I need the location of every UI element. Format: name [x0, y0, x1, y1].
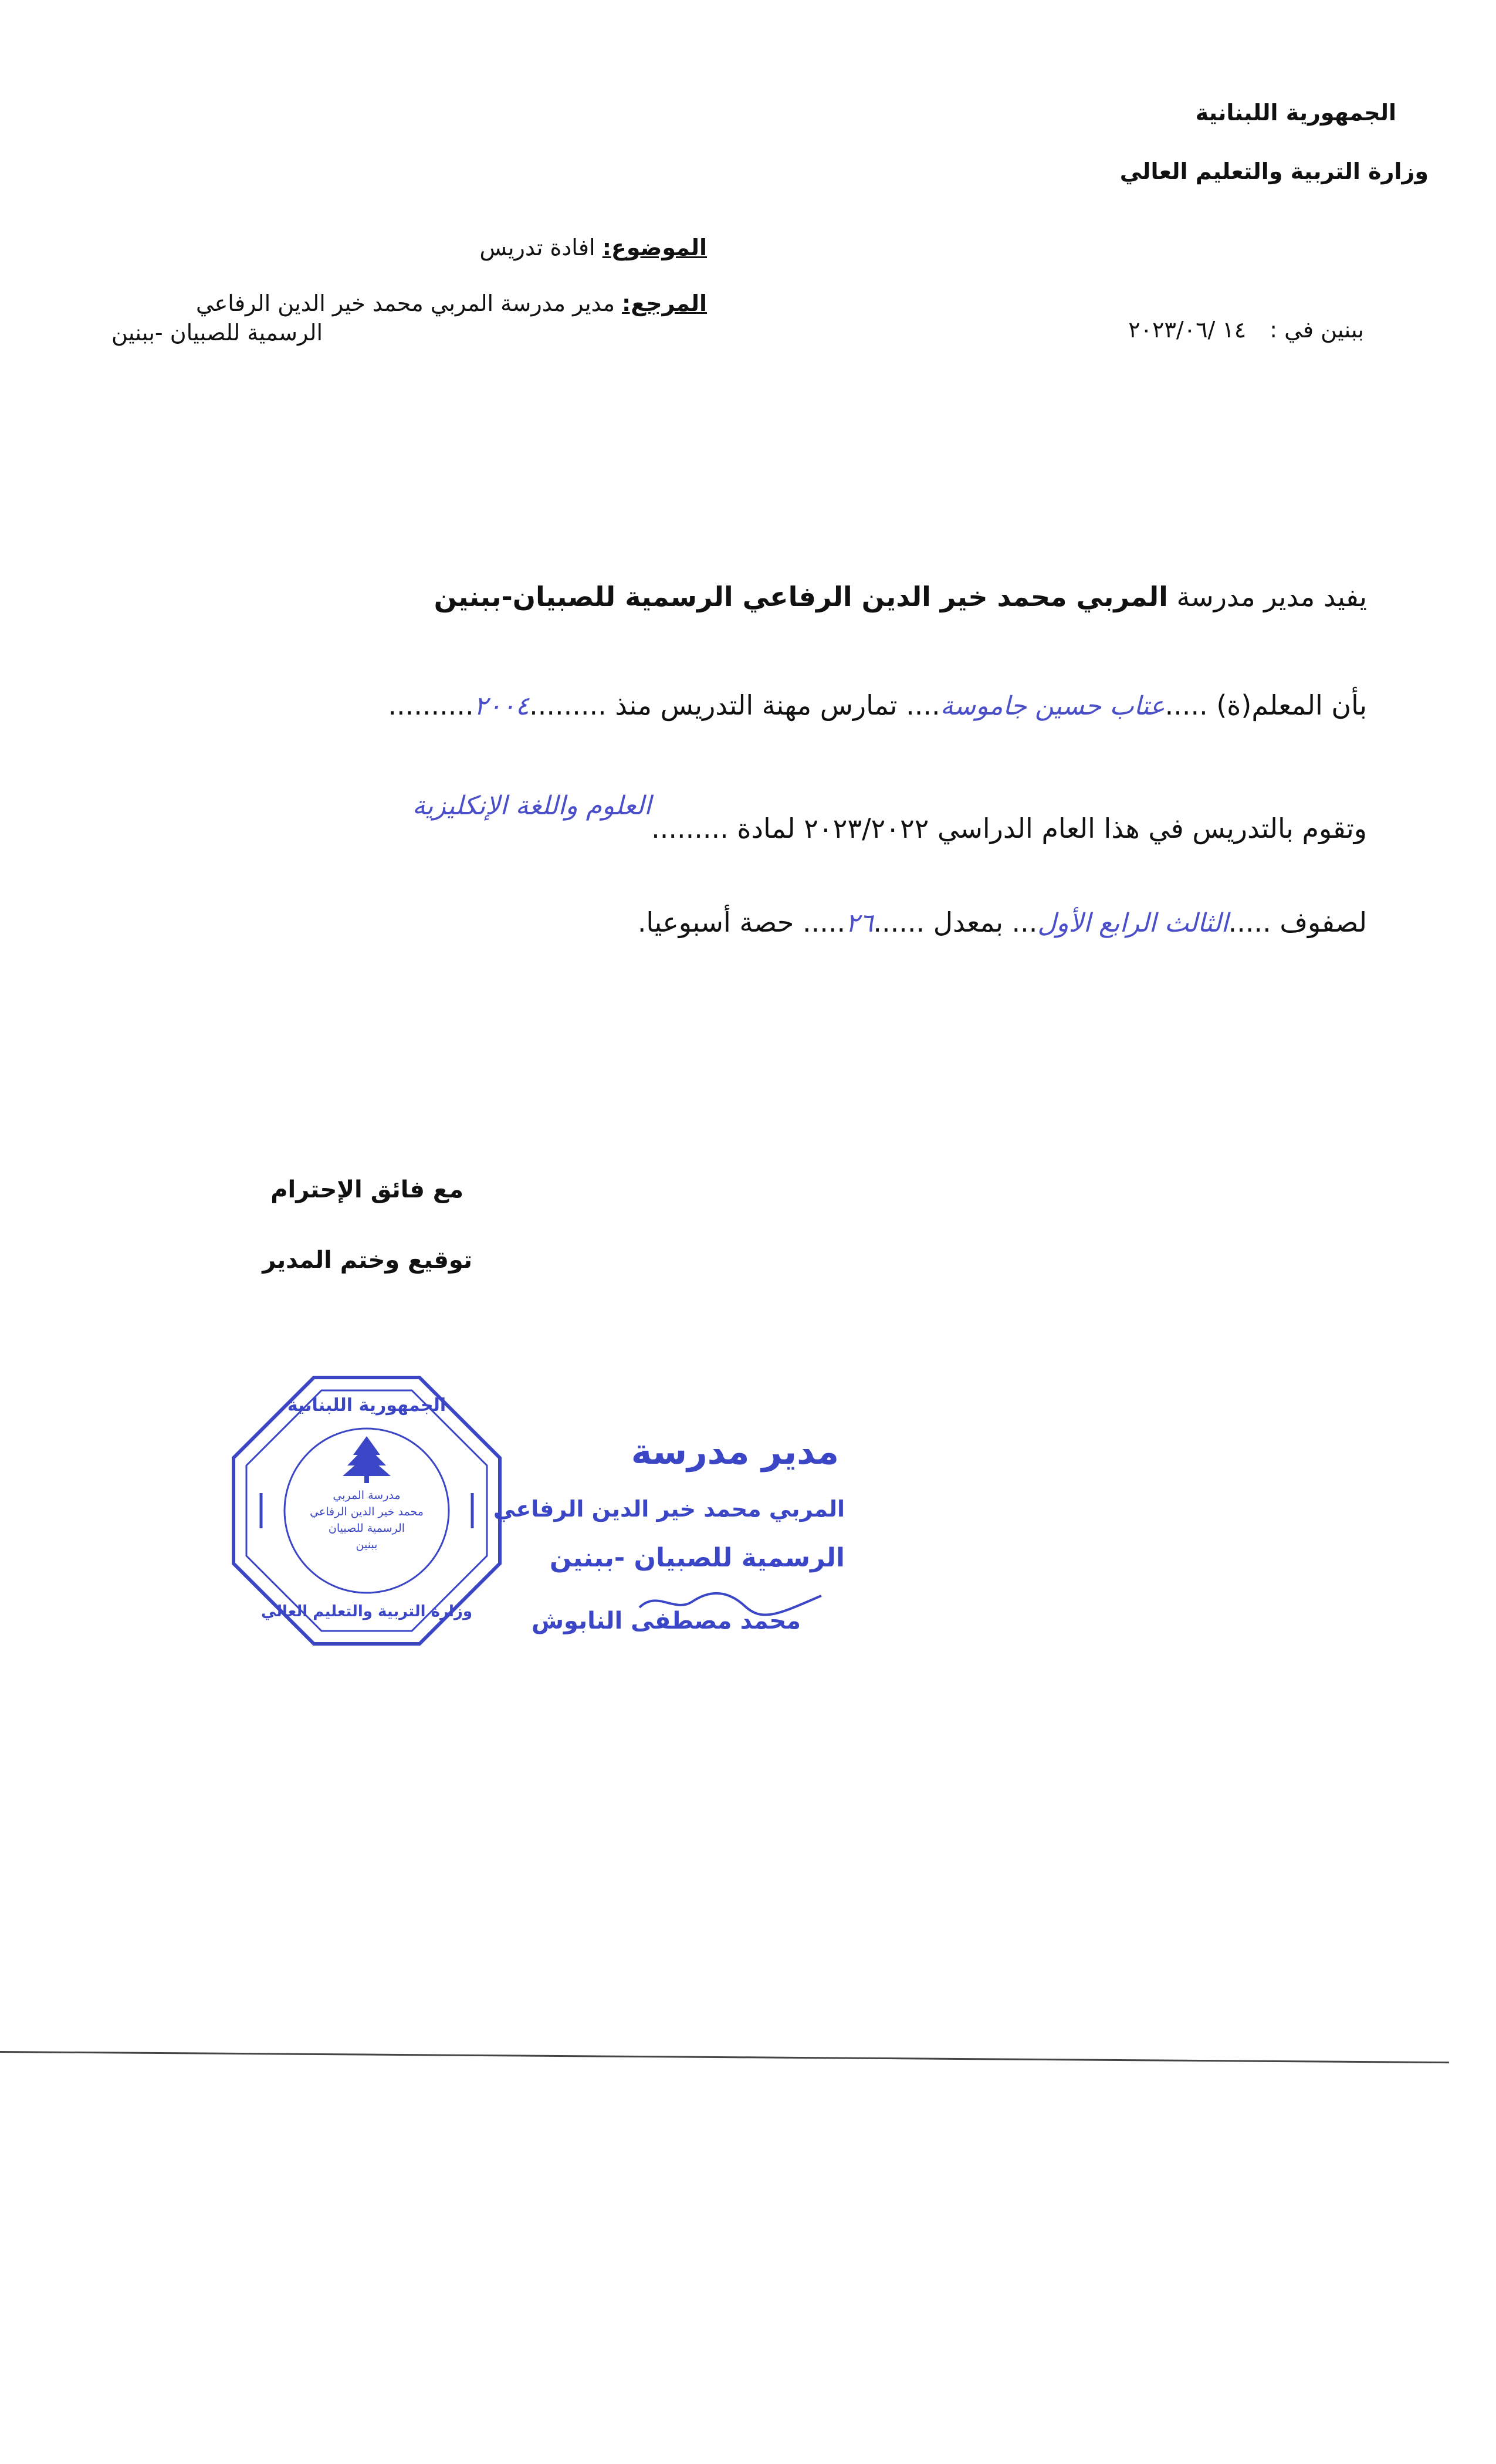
school-name: المربي محمد خير الدين الرفاعي الرسمية للصبيان-ببنين: [434, 581, 1168, 612]
body-line-3: [412, 791, 1367, 844]
grades: الثالث الرابع الأول: [1037, 908, 1228, 938]
bottom-rule: [0, 2051, 1449, 2063]
dots: ..........: [388, 689, 474, 721]
body-line3-a: وتقوم بالتدريس في هذا العام الدراسي ٢٠٢٣/٢٠٢٢ لمادة: [737, 813, 1367, 844]
dots: ......: [873, 906, 925, 938]
date-line: [1128, 317, 1364, 343]
dots: ...: [1011, 906, 1038, 938]
cedar-icon: [343, 1436, 391, 1483]
stamp-arc-top: الجمهورية اللبنانية: [287, 1395, 446, 1416]
regards: مع فائق الإحترام: [270, 1176, 463, 1203]
signature-label: توقيع وختم المدير: [262, 1247, 472, 1274]
reference-line2: الرسمية للصبيان -ببنين: [111, 320, 323, 346]
ministry-header: وزارة التربية والتعليم العالي: [1119, 158, 1429, 184]
republic-header: الجمهورية اللبنانية: [1195, 100, 1396, 126]
body-line4-b: بمعدل: [933, 906, 1003, 938]
body-line4-c: حصة أسبوعيا.: [637, 906, 794, 938]
dots: .....: [1165, 689, 1208, 721]
signature-scribble: [634, 1584, 827, 1619]
subject-line: [480, 235, 708, 260]
teacher-name: عتاب حسين جاموسة: [940, 691, 1165, 721]
subject-value: افادة تدريس: [479, 235, 595, 260]
date-value: ١٤ /٢٠٢٣/٠٦: [1128, 317, 1247, 343]
dots: .....: [802, 906, 846, 938]
stamp-center-2: محمد خير الدين الرفاعي: [310, 1505, 424, 1518]
stamp-center-3: الرسمية للصبيان: [328, 1522, 405, 1535]
director-stamp-line1: المربي محمد خير الدين الرفاعي: [493, 1496, 845, 1522]
since-year: ٢٠٠٤: [473, 691, 530, 721]
reference-label: المرجع:: [622, 290, 707, 316]
dots: .........: [651, 813, 729, 844]
subject-label: الموضوع:: [602, 235, 707, 260]
body-line2-b: تمارس مهنة التدريس منذ: [615, 689, 898, 721]
stamp-center-1: مدرسة المربي: [333, 1489, 401, 1502]
reference-line1: مدير مدرسة المربي محمد خير الدين الرفاعي: [195, 290, 615, 316]
director-stamp-name: محمد مصطفى النابوش: [531, 1607, 801, 1634]
reference-line: [196, 290, 707, 316]
body-line-1: [434, 581, 1367, 612]
director-stamp-line2: الرسمية للصبيان -ببنين: [549, 1543, 845, 1573]
stamp-center-4: ببنين: [356, 1538, 378, 1551]
dots: .........: [529, 689, 607, 721]
body-line-4: [638, 906, 1367, 938]
body-line-2: [388, 689, 1367, 721]
director-stamp-title: مدير مدرسة: [631, 1431, 839, 1473]
stamp-arc-bottom: وزارة التربية والتعليم العالي: [260, 1603, 473, 1620]
body-line2-a: بأن المعلم(ة): [1216, 689, 1367, 721]
body-line4-a: لصفوف: [1280, 906, 1367, 938]
body-line1-prefix: يفيد مدير مدرسة: [1176, 581, 1367, 612]
official-stamp: [229, 1373, 505, 1649]
hours: ٢٦: [845, 908, 874, 938]
dots: ....: [906, 689, 940, 721]
date-prefix: ببنين في :: [1270, 317, 1364, 343]
subject-taught: العلوم واللغة الإنكليزية: [412, 791, 652, 821]
dots: .....: [1228, 906, 1271, 938]
